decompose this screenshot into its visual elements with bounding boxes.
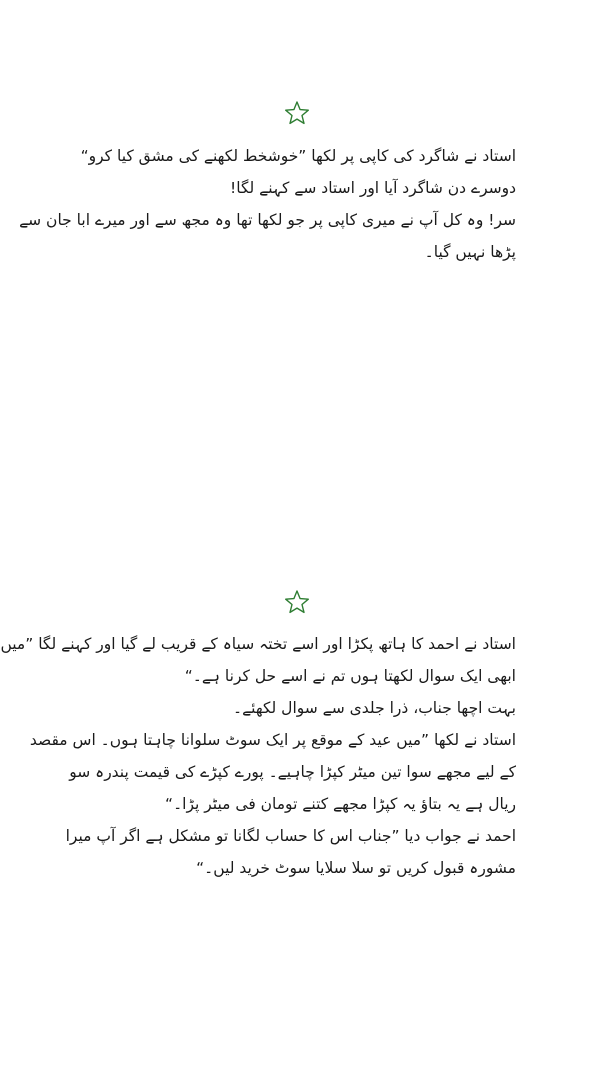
text-line: احمد نے جواب دیا ”جناب اس کا حساب لگانا تو مشکل ہے اگر آپ میرا [65,827,516,845]
joke-1-text [19,140,516,268]
text-line: استاد نے احمد کا ہاتھ پکڑا اور اسے تختہ سیاہ کے قریب لے گیا اور کہنے لگا ”میں [0,635,516,653]
text-line: ریال ہے یہ بتاؤ یہ کپڑا مجھے کتنے تومان فی میٹر پڑا۔“ [165,795,516,813]
text-line: مشورہ قبول کریں تو سلا سلایا سوٹ خرید لیں۔“ [196,859,516,877]
joke-2-text [0,628,516,884]
text-line: دوسرے دن شاگرد آیا اور استاد سے کہنے لگا! [230,179,516,197]
text-line: کے لیے مجھے سوا تین میٹر کپڑا چاہیے۔ پورے کپڑے کی قیمت پندرہ سو [69,763,516,781]
star-outline-icon [284,100,310,126]
text-line: استاد نے لکھا ”میں عید کے موقع پر ایک سوٹ سلوانا چاہتا ہوں۔ اس مقصد [29,731,516,749]
text-line: ابھی ایک سوال لکھتا ہوں تم نے اسے حل کرنا ہے۔“ [184,667,516,685]
text-line: پڑھا نہیں گیا۔ [424,243,516,261]
text-line: سر! وہ کل آپ نے میری کاپی پر جو لکھا تھا وہ مجھ سے اور میرے ابا جان سے [19,211,516,229]
star-outline-icon [284,589,310,615]
text-line: بہت اچھا جناب، ذرا جلدی سے سوال لکھئے۔ [232,699,516,717]
text-line: استاد نے شاگرد کی کاپی پر لکھا ”خوشخط لکھنے کی مشق کیا کرو“ [80,147,516,165]
